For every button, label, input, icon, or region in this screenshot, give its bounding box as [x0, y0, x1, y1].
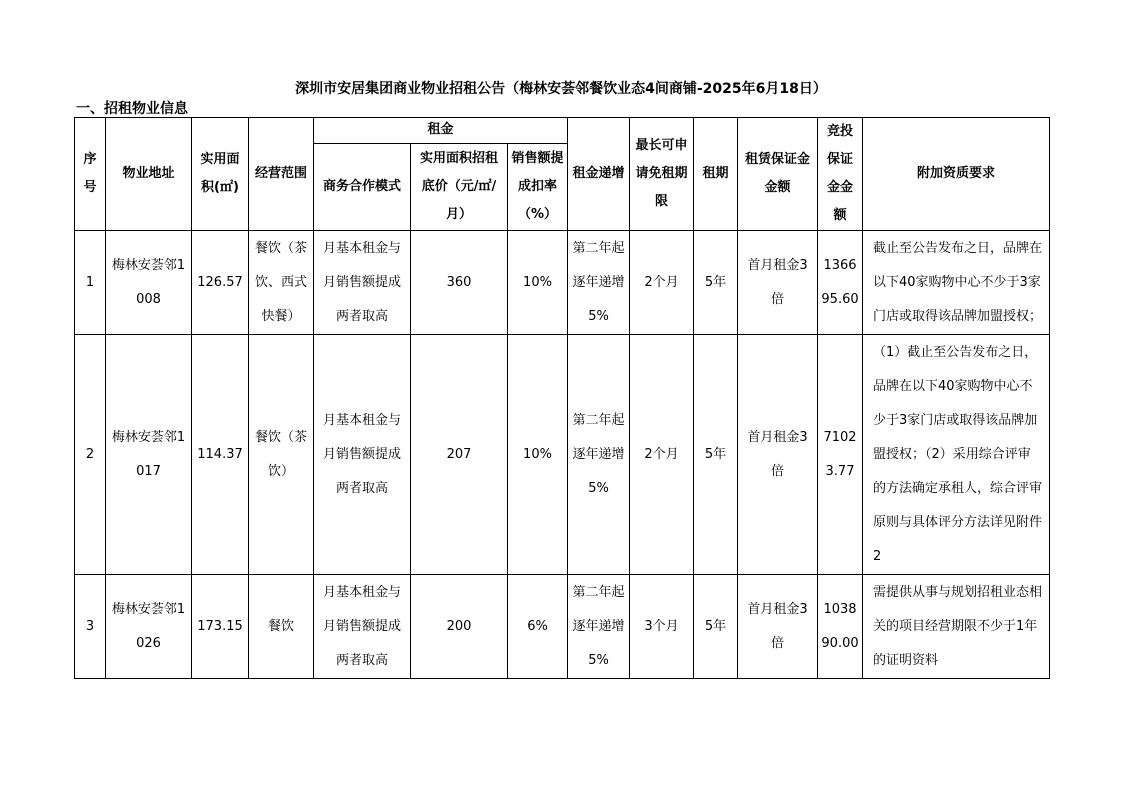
cell-seq: 3	[75, 575, 106, 679]
cell-free-period: 3个月	[630, 575, 694, 679]
cell-commission: 10%	[508, 231, 568, 335]
header-area: 实用面积(㎡)	[192, 118, 249, 231]
header-free-period: 最长可申请免租期限	[630, 118, 694, 231]
cell-commission: 6%	[508, 575, 568, 679]
cell-free-period: 2个月	[630, 335, 694, 575]
cell-deposit: 首月租金3倍	[738, 575, 818, 679]
cell-base-price: 200	[411, 575, 508, 679]
header-requirements: 附加资质要求	[863, 118, 1050, 231]
header-commission: 销售额提成扣率（%）	[508, 143, 568, 230]
cell-requirements: 需提供从事与规划招租业态相关的项目经营期限不少于1年的证明资料	[863, 575, 1050, 679]
cell-bid-deposit: 136695.60	[818, 231, 863, 335]
cell-area: 173.15	[192, 575, 249, 679]
cell-scope: 餐饮	[249, 575, 314, 679]
cell-free-period: 2个月	[630, 231, 694, 335]
cell-area: 126.57	[192, 231, 249, 335]
header-coop-mode: 商务合作模式	[314, 143, 411, 230]
table-row	[75, 575, 1050, 679]
header-term: 租期	[694, 118, 738, 231]
cell-requirements: 截止至公告发布之日，品牌在以下40家购物中心不少于3家门店或取得该品牌加盟授权；	[863, 231, 1050, 335]
property-table	[74, 117, 1050, 679]
cell-deposit: 首月租金3倍	[738, 231, 818, 335]
header-seq: 序号	[75, 118, 106, 231]
cell-increase: 第二年起逐年递增5%	[568, 231, 630, 335]
cell-scope: 餐饮（茶饮、西式快餐）	[249, 231, 314, 335]
cell-increase: 第二年起逐年递增5%	[568, 575, 630, 679]
cell-address: 梅林安荟邻1026	[106, 575, 192, 679]
cell-bid-deposit: 103890.00	[818, 575, 863, 679]
cell-address: 梅林安荟邻1017	[106, 335, 192, 575]
cell-seq: 1	[75, 231, 106, 335]
cell-bid-deposit: 71023.77	[818, 335, 863, 575]
cell-base-price: 360	[411, 231, 508, 335]
cell-requirements: （1）截止至公告发布之日，品牌在以下40家购物中心不少于3家门店或取得该品牌加盟授权；（2）采用综合评审的方法确定承租人，综合评审原则与具体评分方法详见附件2	[863, 335, 1050, 575]
cell-term: 5年	[694, 335, 738, 575]
header-increase: 租金递增	[568, 118, 630, 231]
cell-term: 5年	[694, 575, 738, 679]
cell-term: 5年	[694, 231, 738, 335]
header-address: 物业地址	[106, 118, 192, 231]
section-heading: 一、招租物业信息	[76, 101, 188, 117]
header-bid-deposit: 竞投保证金金额	[818, 118, 863, 231]
cell-increase: 第二年起逐年递增5%	[568, 335, 630, 575]
cell-area: 114.37	[192, 335, 249, 575]
table-row	[75, 335, 1050, 575]
document-title: 深圳市安居集团商业物业招租公告（梅林安荟邻餐饮业态4间商铺-2025年6月18日）	[295, 81, 827, 97]
cell-coop-mode: 月基本租金与月销售额提成两者取高	[314, 575, 411, 679]
cell-deposit: 首月租金3倍	[738, 335, 818, 575]
cell-commission: 10%	[508, 335, 568, 575]
cell-coop-mode: 月基本租金与月销售额提成两者取高	[314, 231, 411, 335]
cell-address: 梅林安荟邻1008	[106, 231, 192, 335]
header-rent-group: 租金	[314, 118, 568, 144]
cell-base-price: 207	[411, 335, 508, 575]
cell-seq: 2	[75, 335, 106, 575]
header-deposit: 租赁保证金金额	[738, 118, 818, 231]
table-row	[75, 231, 1050, 335]
header-scope: 经营范围	[249, 118, 314, 231]
header-base-price: 实用面积招租底价（元/㎡/月）	[411, 143, 508, 230]
cell-coop-mode: 月基本租金与月销售额提成两者取高	[314, 335, 411, 575]
cell-scope: 餐饮（茶饮）	[249, 335, 314, 575]
